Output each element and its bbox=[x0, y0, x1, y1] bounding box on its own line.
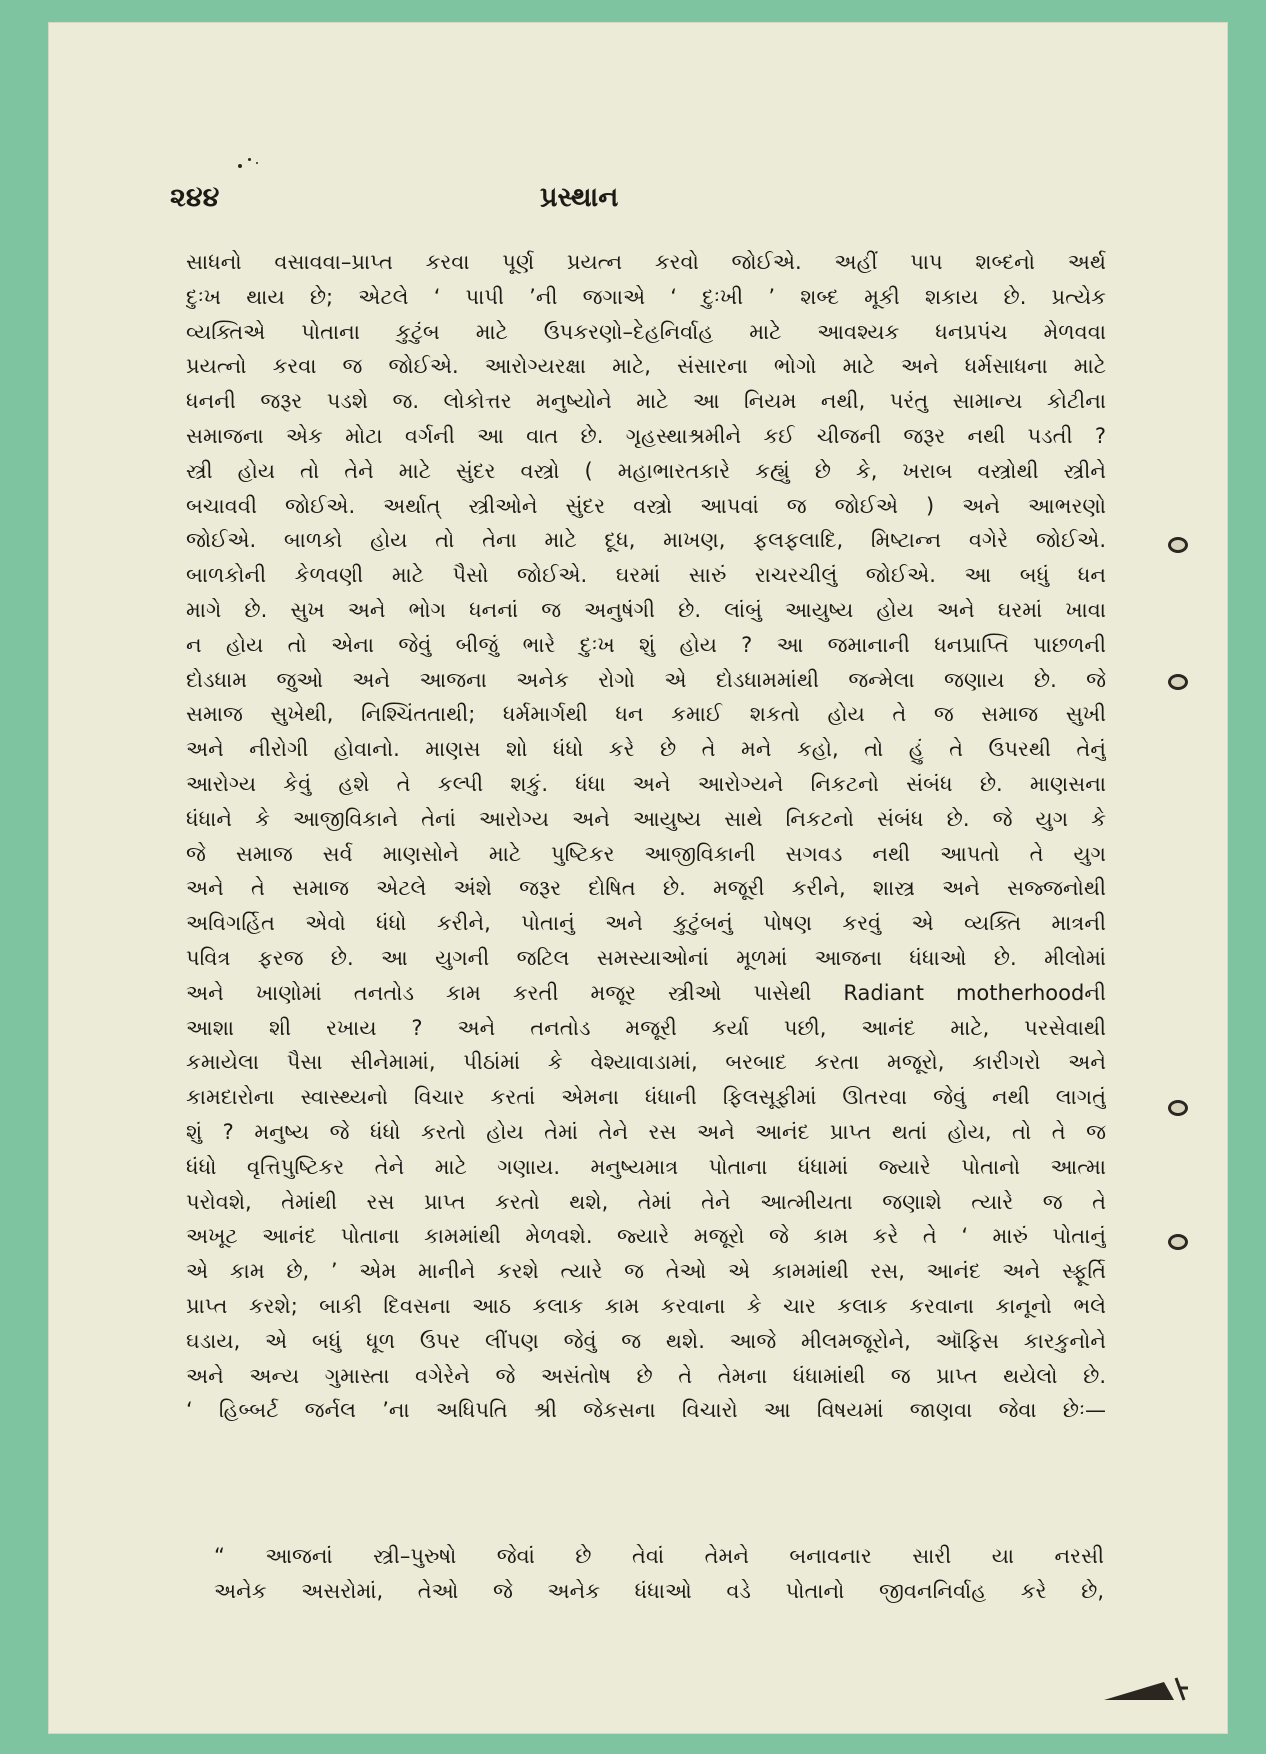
text-line: અને નીરોગી હોવાનો. માણસ શો ધંધો કરે છે તે મને કહો, તો હું તે ઉપરથી તેનું bbox=[186, 737, 1106, 762]
text-line: શું ? મનુષ્ય જે ધંધો કરતો હોય તેમાં તેને રસ અને આનંદ પ્રાપ્ત થતાં હોય, તો તે જ bbox=[186, 1119, 1106, 1144]
text-line: અવિગર્હિત એવો ધંધો કરીને, પોતાનું અને કુટુંબનું પોષણ કરવું એ વ્યક્તિ માત્રની bbox=[186, 911, 1106, 936]
text-line: વ્યક્તિએ પોતાના કુટુંબ માટે ઉપકરણો–દેહનિર્વાહ માટે આવશ્યક ધનપ્રપંચ મેળવવા bbox=[186, 319, 1106, 344]
text-line: જોઈએ. બાળકો હોય તો તેના માટે દૂધ, માખણ, ફલફલાદિ, મિષ્ટાન્ન વગેરે જોઈએ. bbox=[186, 528, 1106, 553]
text-line: આરોગ્ય કેવું હશે તે કલ્પી શકું. ધંધા અને આરોગ્યને નિકટનો સંબંધ છે. માણસના bbox=[186, 771, 1106, 796]
text-line: પ્રાપ્ત કરશે; બાકી દિવસના આઠ કલાક કામ કરવાના કે ચાર કલાક કરવાના કાનૂનો ભલે bbox=[186, 1293, 1106, 1318]
body-text bbox=[186, 245, 1106, 1428]
text-line: ઘડાય, એ બધું ધૂળ ઉપર લીંપણ જેવું જ થશે. આજે મીલમજૂરોને, ઑફિસ કારકુનોને bbox=[186, 1328, 1106, 1353]
text-line: ધંધો વૃત્તિપુષ્ટિકર તેને માટે ગણાય. મનુષ્યમાત્ર પોતાના ધંધામાં જ્યારે પોતાનો આત્મા bbox=[186, 1154, 1106, 1179]
page-number: ૨૪૪ bbox=[170, 182, 220, 213]
text-line: ન હોય તો એના જેવું બીજું ભારે દુઃખ શું હોય ? આ જમાનાની ધનપ્રાપ્તિ પાછળની bbox=[186, 632, 1106, 657]
text-line: પવિત્ર ફરજ છે. આ યુગની જટિલ સમસ્યાઓનાં મૂળમાં આજના ધંધાઓ છે. મીલોમાં bbox=[186, 945, 1106, 970]
ink-speck bbox=[248, 158, 251, 161]
text-line: સાધનો વસાવવા–પ્રાપ્ત કરવા પૂર્ણ પ્રયત્ન કરવો જોઈએ. અહીં પાપ શબ્દનો અર્થ bbox=[186, 250, 1106, 274]
text-line: સમાજ સુખેથી, નિશ્ચિંતતાથી; ધર્મમાર્ગથી ધન કમાઈ શકતો હોય તે જ સમાજ સુખી bbox=[186, 702, 1106, 727]
page-header bbox=[170, 182, 1070, 222]
text-line: પ્રયત્નો કરવા જ જોઈએ. આરોગ્યરક્ષા માટે, સંસારના ભોગો માટે અને ધર્મસાધના માટે bbox=[186, 354, 1106, 379]
text-line: દુઃખ થાય છે; એટલે ‘ પાપી ’ની જગાએ ‘ દુઃખી ’ શબ્દ મૂકી શકાય છે. પ્રત્યેક bbox=[186, 284, 1106, 309]
text-line: જે સમાજ સર્વ માણસોને માટે પુષ્ટિકર આજીવિકાની સગવડ નથી આપતો તે યુગ bbox=[186, 841, 1106, 866]
ink-speck bbox=[256, 162, 258, 164]
text-line: કમાયેલા પૈસા સીનેમામાં, પીઠાંમાં કે વેશ્યાવાડામાં, બરબાદ કરતા મજૂરો, કારીગરો અને bbox=[186, 1050, 1106, 1075]
punch-hole-mark bbox=[1168, 537, 1188, 553]
text-line: બાળકોની કેળવણી માટે પૈસો જોઈએ. ઘરમાં સારું રાચરચીલું જોઈએ. આ બધું ધન bbox=[186, 563, 1106, 588]
text-line: બચાવવી જોઈએ. અર્થાત્ સ્ત્રીઓને સુંદર વસ્ત્રો આપવાં જ જોઈએ ) અને આભરણો bbox=[186, 493, 1106, 518]
text-line: ધનની જરૂર પડશે જ. લોકોત્તર મનુષ્યોને માટે આ નિયમ નથી, પરંતુ સામાન્ય કોટીના bbox=[186, 389, 1106, 414]
punch-hole-mark bbox=[1168, 674, 1188, 690]
text-line: અને તે સમાજ એટલે અંશે જરૂર દોષિત છે. મજૂરી કરીને, શાસ્ત્ર અને સજ્જનોથી bbox=[186, 876, 1106, 901]
ink-speck bbox=[238, 164, 242, 168]
running-title: પ્રસ્થાન bbox=[540, 182, 619, 213]
text-line: કામદારોના સ્વાસ્થ્યનો વિચાર કરતાં એમના ધંધાની ફિલસૂફીમાં ઊતરવા જેવું નથી લાગતું bbox=[186, 1085, 1106, 1110]
punch-hole-mark bbox=[1168, 1100, 1188, 1116]
text-line: અખૂટ આનંદ પોતાના કામમાંથી મેળવશે. જ્યારે મજૂરો જે કામ કરે તે ‘ મારું પોતાનું bbox=[186, 1224, 1106, 1249]
text-line: ‘ હિબ્બર્ટ જર્નલ ’ના અધિપતિ શ્રી જેકસના વિચારો આ વિષયમાં જાણવા જેવા છેઃ— bbox=[186, 1398, 1106, 1423]
text-line: “ આજનાં સ્ત્રી–પુરુષો જેવાં છે તેવાં તેમને બનાવનાર સારી યા નરસી bbox=[214, 1544, 1104, 1568]
text-line: અને ખાણોમાં તનતોડ કામ કરતી મજૂર સ્ત્રીઓ પાસેથી Radiant motherhoodની bbox=[186, 980, 1106, 1005]
text-line: ધંધાને કે આજીવિકાને તેનાં આરોગ્ય અને આયુષ્ય સાથે નિકટનો સંબંધ છે. જે યુગ કે bbox=[186, 806, 1106, 831]
text-line: પરોવશે, તેમાંથી રસ પ્રાપ્ત કરતો થશે, તેમાં તેને આત્મીયતા જણાશે ત્યારે જ તે bbox=[186, 1189, 1106, 1214]
text-line: દોડધામ જુઓ અને આજના અનેક રોગો એ દોડધામમાંથી જન્મેલા જણાય છે. જે bbox=[186, 667, 1106, 692]
text-line: સમાજના એક મોટા વર્ગની આ વાત છે. ગૃહસ્થાશ્રમીને કઈ ચીજની જરૂર નથી પડતી ? bbox=[186, 423, 1106, 448]
text-line: સ્ત્રી હોય તો તેને માટે સુંદર વસ્ત્રો ( મહાભારતકારે કહ્યું છે કે, ખરાબ વસ્ત્રોથી સ્ત્રીને bbox=[186, 458, 1106, 483]
text-line: અનેક અસરોમાં, તેઓ જે અનેક ધંધાઓ વડે પોતાનો જીવનનિર્વાહ કરે છે, bbox=[214, 1578, 1104, 1603]
text-line: માગે છે. સુખ અને ભોગ ધનનાં જ અનુષંગી છે. લાંબું આયુષ્ય હોય અને ઘરમાં ખાવા bbox=[186, 597, 1106, 622]
text-line: આશા શી રખાય ? અને તનતોડ મજૂરી કર્યા પછી, આનંદ માટે, પરસેવાથી bbox=[186, 1015, 1106, 1040]
text-line: એ કામ છે, ’ એમ માનીને કરશે ત્યારે જ તેઓ એ કામમાંથી રસ, આનંદ અને સ્ફૂર્તિ bbox=[186, 1259, 1106, 1284]
corner-fold-mark bbox=[1104, 1674, 1194, 1702]
punch-hole-mark bbox=[1168, 1234, 1188, 1250]
text-line: અને અન્ય ગુમાસ્તા વગેરેને જે અસંતોષ છે તે તેમના ધંધામાંથી જ પ્રાપ્ત થયેલો છે. bbox=[186, 1363, 1106, 1388]
block-quote bbox=[214, 1538, 1104, 1608]
